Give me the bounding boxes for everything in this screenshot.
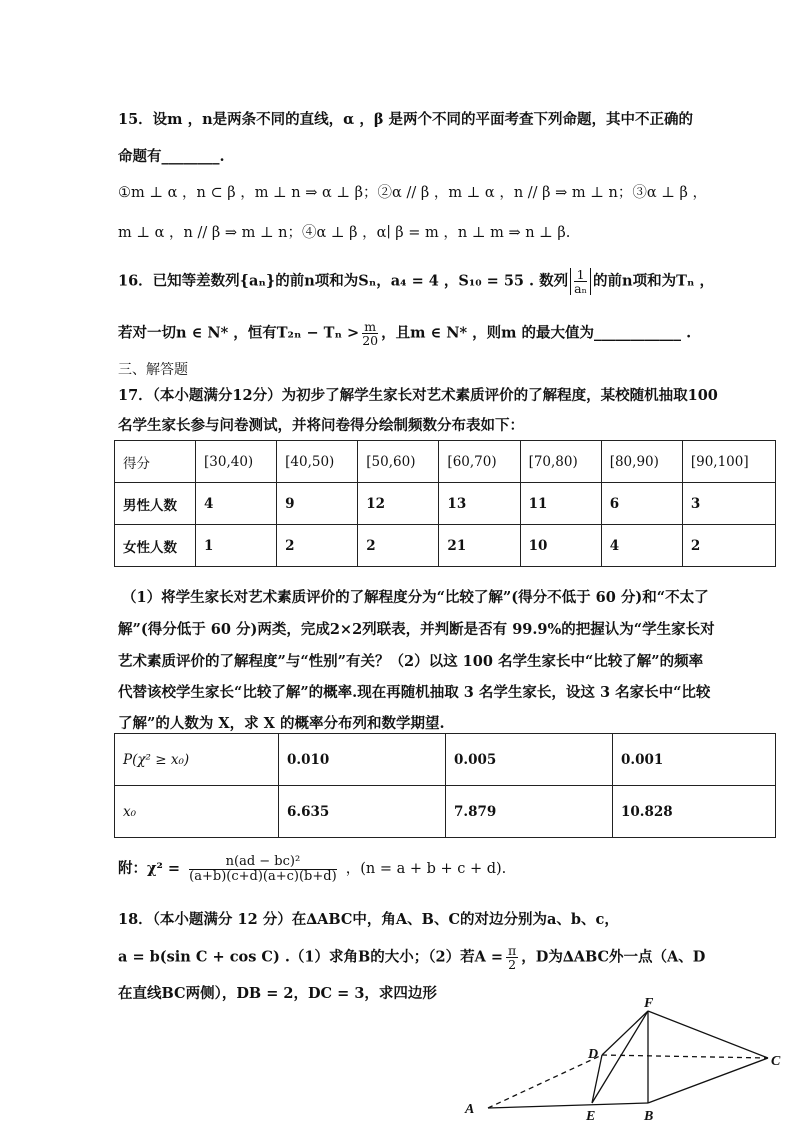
q17-para3: 艺术素质评价的了解程度”与“性别”有关？（2）以这 100 名学生家长中“比较了解”的频率 [118,653,704,670]
table-cell: 2 [682,525,775,567]
formula-num: n(ad − bc)² [189,855,337,870]
table-cell: 2 [277,525,358,567]
q18-line1: 18．（本小题满分 12 分）在∆ABC中，角A、B、C的对边分别为a、b、c， [118,911,619,928]
geometry-figure [462,993,792,1123]
chi-square-fraction [189,855,337,883]
q17-para4: 代替该校学生家长“比较了解”的概率.现在再随机抽取 3 名学生家长，设这 3 名家长中“比较 [118,684,711,701]
q17-para2: 解”(得分低于 60 分)两类，完成2×2列联表，并判断是否有 99.9%的把握认为“学生家长对 [118,621,715,638]
q18-frac-num: π [508,943,517,958]
table-cell: 0.001 [613,734,776,786]
table-cell: 6 [601,483,682,525]
table-cell: 6.635 [279,786,446,838]
q18-frac-den: 2 [508,957,517,973]
q15-line2: 命题有________. [118,148,225,165]
q16-frac-num: 1 [574,268,587,282]
q16-line1 [118,268,714,295]
q15-line4: m ⊥ α ，n // β ⇒ m ⊥ n；④α ⊥ β ，α∣ β = m ，n ⊥ m ⇒ n ⊥ β. [118,225,571,241]
table-cell: 1 [196,525,277,567]
table-cell: 9 [277,483,358,525]
q16-line2-a: 若对一切n ∈ N* ，恒有T₂ₙ − Tₙ > [118,324,360,342]
table-cell: 7.879 [446,786,613,838]
label-A: A [465,1102,475,1117]
table-cell: [50,60) [358,441,439,483]
table-cell: 得分 [115,441,196,483]
edge-BC [648,1058,768,1103]
table-cell: 10.828 [613,786,776,838]
q17-formula [118,855,506,883]
edge-FC [648,1011,768,1058]
edge-AB [488,1103,648,1108]
table-cell: 10 [520,525,601,567]
q18-line2-b: ，D为∆ABC外一点（A、D [521,948,706,966]
q18-line3: 在直线BC两侧），DB = 2，DC = 3，求四边形 [118,985,437,1002]
q18-line2 [118,944,705,971]
table-cell: 11 [520,483,601,525]
q17-para5: 了解”的人数为 X，求 X 的概率分布列和数学期望. [118,715,445,732]
edge-DC-dashed [602,1055,768,1058]
label-F: F [644,996,654,1011]
q18-fraction [506,944,518,971]
q15-line1: 15．设m ，n是两条不同的直线，α ，β 是两个不同的平面考查下列命题，其中不正确的 [118,111,693,128]
chi-square-critical-table [114,733,776,838]
label-C: C [771,1054,781,1069]
table-cell: x₀ [115,786,279,838]
table-cell: 女性人数 [115,525,196,567]
label-B: B [644,1109,654,1123]
table-row [115,441,776,483]
table-row [115,483,776,525]
table-cell: [40,50) [277,441,358,483]
q17-line2: 名学生家长参与问卷测试，并将问卷得分绘制频数分布表如下： [118,417,524,434]
q16-line1-a: 16．已知等差数列{aₙ}的前n项和为Sₙ，a₄ = 4 ，S₁₀ = 55 . 数列 [118,272,569,290]
section-heading: 三、解答题 [118,362,188,378]
q17-para1: （1）将学生家长对艺术素质评价的了解程度分为“比较了解”(得分不低于 60 分)和“不太了 [122,589,709,606]
table-cell: 2 [358,525,439,567]
table-cell: 0.005 [446,734,613,786]
q16-frac2-num: m [362,320,378,334]
table-cell: 0.010 [279,734,446,786]
edge-FE [592,1011,648,1103]
q18-line2-a: a = b(sin C + cos C) .（1）求角B的大小；（2）若A = [118,948,504,966]
label-D: D [588,1047,599,1062]
table-row [115,734,776,786]
q16-line2 [118,320,691,347]
q16-frac2-den: 20 [362,333,379,349]
formula-tail: ，(n = a + b + c + d). [345,861,507,878]
table-cell: 3 [682,483,775,525]
q15-line3: ①m ⊥ α ，n ⊂ β ，m ⊥ n ⇒ α ⊥ β；②α // β ，m ⊥ α ，n // β ⇒ m ⊥ n；③α ⊥ β ， [118,185,707,201]
table-cell: 男性人数 [115,483,196,525]
table-cell: 12 [358,483,439,525]
table-cell: [80,90) [601,441,682,483]
table-cell: [60,70) [439,441,520,483]
formula-label: 附：χ² = [118,860,181,878]
q16-line2-b: ，且m ∈ N* ，则m 的最大值为____________ . [381,324,692,342]
q16-frac-den: aₙ [574,281,588,297]
table-row [115,525,776,567]
table-cell: 21 [439,525,520,567]
formula-den: (a+b)(c+d)(a+c)(b+d) [189,868,337,884]
table-cell: P(χ² ≥ x₀) [115,734,279,786]
q16-fraction2 [362,320,378,347]
table-cell: [70,80) [520,441,601,483]
table-cell: [90,100] [682,441,775,483]
edge-AD-dashed [488,1055,602,1108]
score-frequency-table [114,440,776,567]
q16-fraction [570,268,591,295]
table-cell: 4 [601,525,682,567]
table-cell: 13 [439,483,520,525]
label-E: E [586,1109,596,1123]
table-cell: 4 [196,483,277,525]
table-cell: [30,40) [196,441,277,483]
table-row [115,786,776,838]
q17-line1: 17．（本小题满分12分）为初步了解学生家长对艺术素质评价的了解程度，某校随机抽取100 [118,387,718,404]
q16-line1-b: 的前n项和为Tₙ ， [593,272,714,290]
